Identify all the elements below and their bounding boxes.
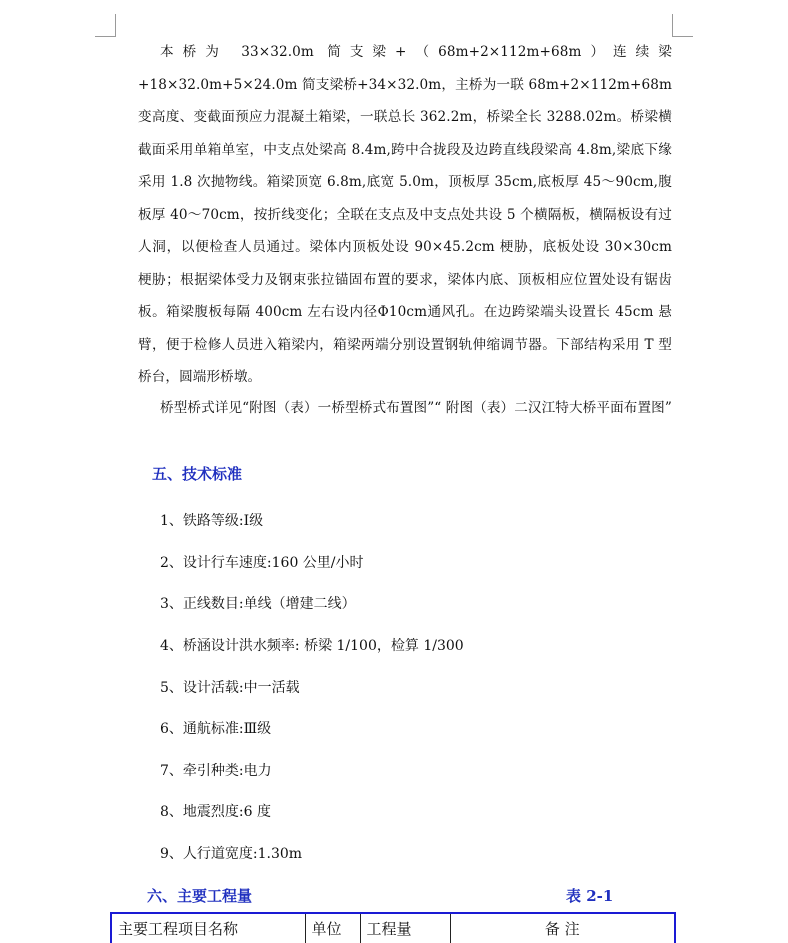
- standard-item: 2、设计行车速度:160 公里/小时: [160, 555, 364, 571]
- standard-item: 9、人行道宽度:1.30m: [160, 846, 303, 862]
- corner-mark-top-right: [672, 14, 693, 37]
- standard-item: 3、正线数目:单线（增建二线）: [160, 596, 356, 612]
- header-project-name: 主要工程项目名称: [111, 913, 305, 943]
- bridge-description-paragraph: 本桥为 33×32.0m 简支梁+（68m+2×112m+68m）连续梁+18×32.0m+5×24.0m 简支梁桥+34×32.0m，主桥为一联 68m+2×112m+68m 变高度、变截面预应力混凝土箱梁，一联总长 362.2m，桥梁全长 3288.02m。桥梁横截面采用单箱单室，中支点处梁高 8.4m,跨中合拢段及边跨直线段梁高 4.8m,梁底下缘采用 1.8 次抛物线。箱梁顶宽 6.8m,底宽 5.0m，顶板厚 35cm,底板厚 45～90cm,腹板厚 40～70cm，按折线变化；全联在支点及中支点处共设 5 个横隔板，横隔板设有过人洞，以便检查人员通过。梁体内顶板处设 90×45.2cm 梗胁，底板处设 30×30cm 梗胁；根据梁体受力及钢束张拉锚固布置的要求，梁体内底、顶板相应位置处设有锯齿板。箱梁腹板每隔 400cm 左右设内径Φ10cm通风孔。在边跨梁端头设置长 45cm 悬臂，便于检修人员进入箱梁内，箱梁两端分别设置钢轨伸缩调节器。下部结构采用 T 型桥台，圆端形桥墩。: [138, 44, 672, 385]
- corner-mark-top-left: [95, 14, 116, 37]
- header-unit: 单位: [305, 913, 360, 943]
- section-5-heading: 五、技术标准: [152, 465, 243, 483]
- standard-item: 5、设计活载:中一活载: [160, 680, 300, 696]
- standard-item: 6、通航标准:Ⅲ级: [160, 721, 272, 737]
- table-number: 表 2-1: [566, 887, 614, 905]
- header-remarks: 备 注: [544, 920, 580, 938]
- header-quantity: 工程量: [360, 913, 450, 943]
- bridge-layout-reference-paragraph: 桥型桥式详见“附图（表）一桥型桥式布置图”“ 附图（表）二汉江特大桥平面布置图”: [160, 400, 672, 416]
- section-6-heading: 六、主要工程量: [147, 887, 253, 905]
- quantities-table: [110, 912, 676, 943]
- table-header-row: [111, 913, 675, 943]
- standard-item: 8、地震烈度:6 度: [160, 804, 271, 820]
- standard-item: 4、桥涵设计洪水频率: 桥梁 1/100，检算 1/300: [160, 638, 464, 654]
- standard-item: 7、牵引种类:电力: [160, 763, 272, 779]
- standard-item: 1、铁路等级:Ⅰ级: [160, 513, 264, 529]
